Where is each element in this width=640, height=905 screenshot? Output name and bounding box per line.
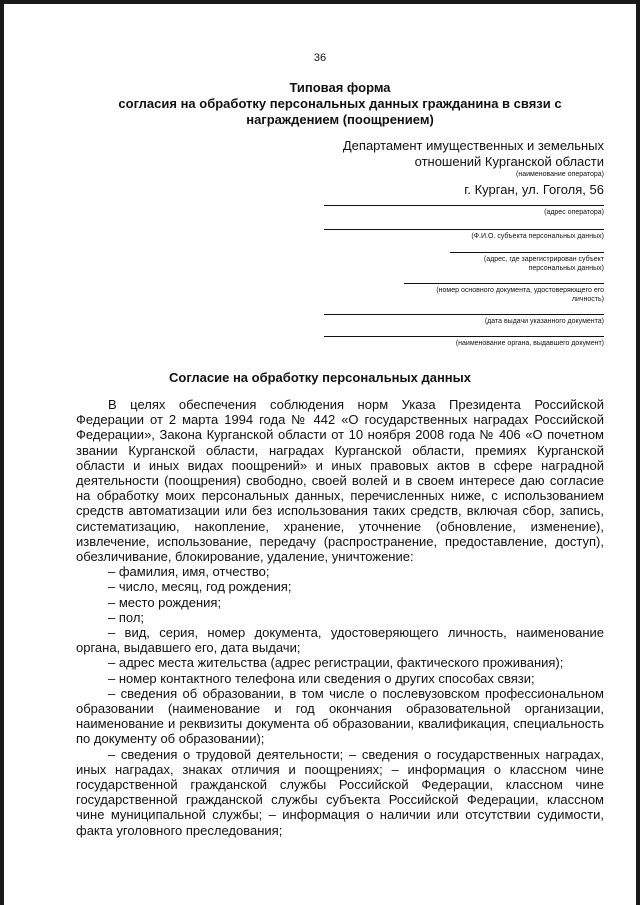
operator-name-line-1: Департамент имущественных и земельных bbox=[342, 138, 604, 153]
scan-border-right bbox=[636, 0, 640, 905]
operator-address: г. Курган, ул. Гоголя, 56 bbox=[464, 182, 604, 197]
scan-border-top bbox=[0, 0, 640, 4]
document-title bbox=[60, 80, 620, 128]
title-line-2: согласия на обработку персональных данных гражданина в связи с bbox=[118, 96, 562, 111]
field-issue-date: (дата выдачи указанного документа) bbox=[324, 314, 604, 326]
list-item: – фамилия, имя, отчество; bbox=[108, 564, 270, 580]
list-item: – сведения о трудовой деятельности; – сведения о государственных наградах, иных наградах, знаках отличия и поощрениях; – информация о классном чине государственной гражданской службы Российской Федерации, классном чине государственной гражданской службы субъекта Российской Федерации, классном чине муниципальной службы; – информация о наличии или отсутствии судимости, факта уголовного преследования; bbox=[76, 746, 604, 838]
scan-border-left bbox=[0, 0, 4, 905]
consent-body bbox=[76, 397, 604, 838]
field-issuing-authority: (наименование органа, выдавшего документ) bbox=[324, 336, 604, 348]
list-item: – номер контактного телефона или сведения о других способах связи; bbox=[108, 670, 535, 686]
operator-name-line-2: отношений Курганской области bbox=[414, 154, 604, 169]
list-item: – вид, серия, номер документа, удостоверяющего личность, наименование органа, выдавшего его, дата выдачи; bbox=[76, 625, 604, 656]
list-item: – пол; bbox=[108, 609, 145, 625]
title-line-1: Типовая форма bbox=[289, 80, 391, 95]
applicant-fields bbox=[324, 205, 604, 348]
list-item: – число, месяц, год рождения; bbox=[108, 579, 292, 595]
title-line-3: награждением (поощрением) bbox=[246, 112, 434, 127]
field-operator-address: (адрес оператора) bbox=[324, 205, 604, 217]
list-item: – место рождения; bbox=[108, 594, 222, 610]
list-item: – адрес места жительства (адрес регистрации, фактического проживания); bbox=[108, 655, 564, 671]
operator-block bbox=[343, 138, 604, 198]
operator-caption: (наименование оператора) bbox=[516, 171, 604, 178]
field-id-document: (номер основного документа, удостоверяющего его личность) bbox=[404, 283, 604, 304]
field-registration-address: (адрес, где зарегистрирован субъект персональных данных) bbox=[450, 252, 604, 273]
page-number: 36 bbox=[313, 52, 327, 64]
list-item: – сведения об образовании, в том числе о послевузовском профессиональном образовании (наименование и год окончания образовательной организации, наименование и реквизиты документа об образовании, квалификация, специальность по документу об образовании); bbox=[76, 685, 604, 747]
consent-heading: Согласие на обработку персональных данных bbox=[168, 370, 471, 385]
consent-intro-paragraph: В целях обеспечения соблюдения норм Указа Президента Российской Федерации от 2 марта 1994 года № 442 «О государственных наградах Российской Федерации», Закона Курганской области от 10 ноября 2008 года № 406 «О почетном звании Курганской области, наградах Курганской области, премиях Курганской области и иных видах поощрений» и иных правовых актов в сфере наградной деятельности (поощрения) свободно, своей волей и в своем интересе даю согласие на обработку моих персональных данных, перечисленных ниже, с использованием средств автоматизации или без использования таких средств, включая сбор, запись, систематизацию, накопление, хранение, уточнение (обновление, изменение), извлечение, использование, передачу (распространение, предоставление, доступ), обезличивание, блокирование, удаление, уничтожение: bbox=[76, 397, 604, 565]
field-subject-name: (Ф.И.О. субъекта персональных данных) bbox=[324, 229, 604, 241]
